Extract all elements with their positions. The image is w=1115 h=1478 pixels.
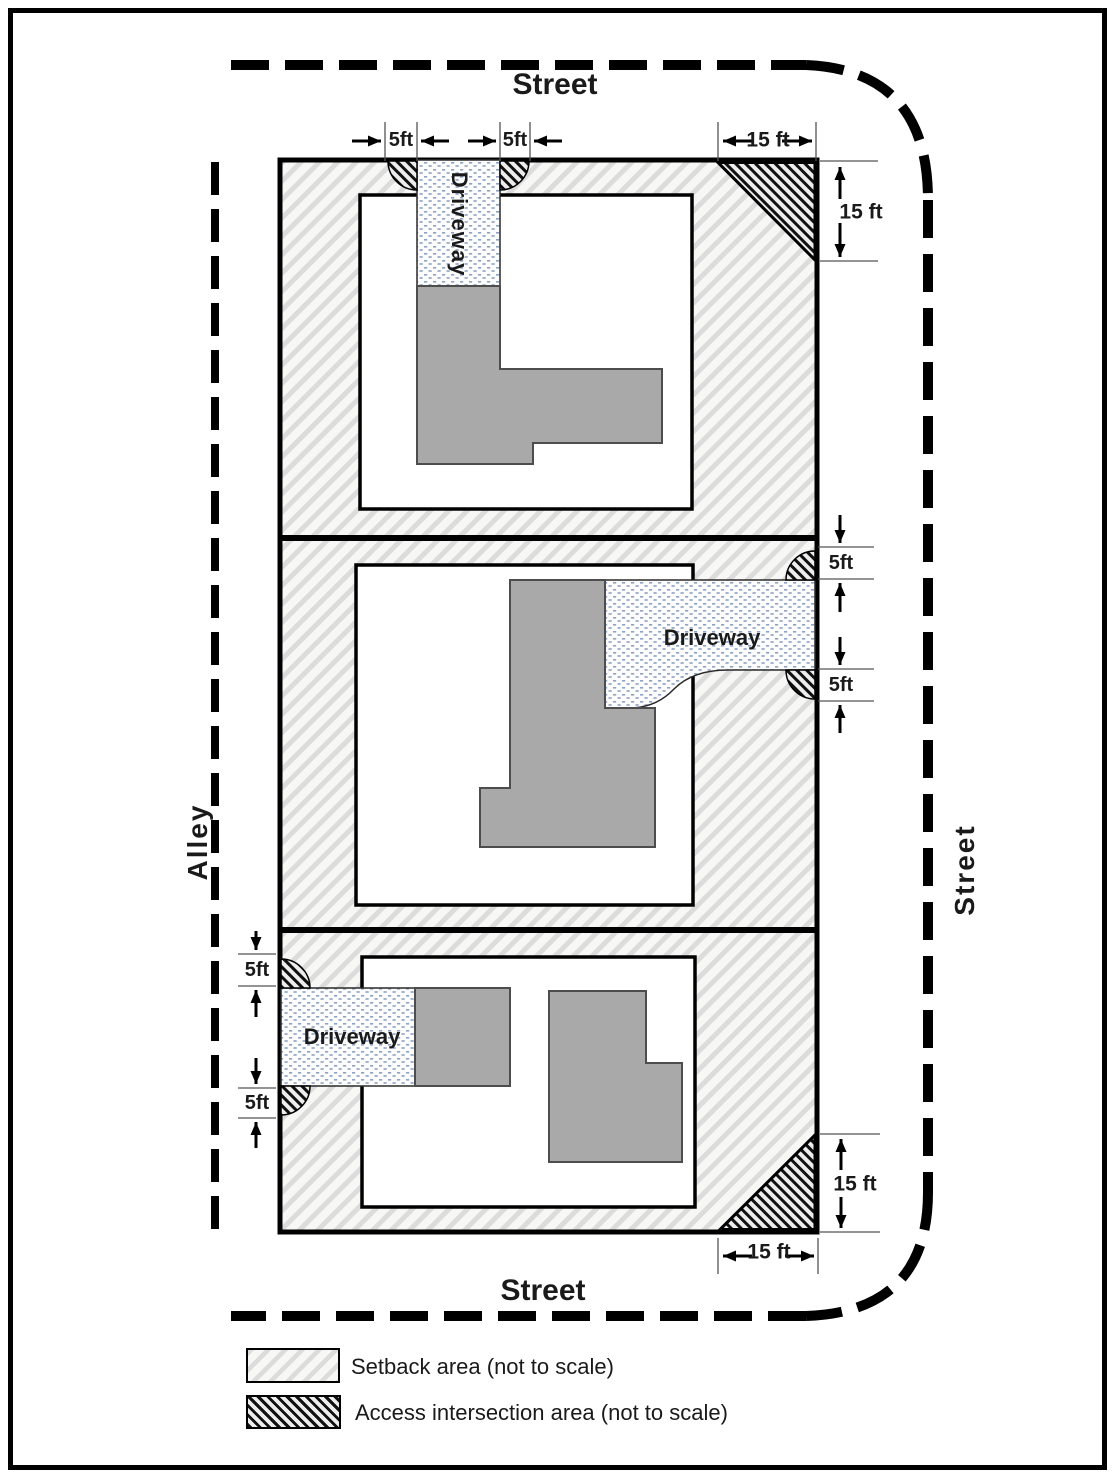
driveway2-label: Driveway xyxy=(663,625,761,650)
street-right-label: Street xyxy=(949,824,980,916)
dim-5ft-lot3-upper: 5ft xyxy=(244,959,270,981)
legend-setback-label: Setback area (not to scale) xyxy=(351,1354,614,1379)
legend-access-swatch xyxy=(246,1395,341,1429)
dim-15ft-right-bottom: 15 ft xyxy=(833,1172,877,1196)
street-top-label: Street xyxy=(512,68,598,101)
driveway3-label: Driveway xyxy=(303,1024,401,1049)
street-bottom-label: Street xyxy=(500,1274,586,1307)
dim-15ft-bottom: 15 ft xyxy=(747,1240,791,1264)
lot3-building-left xyxy=(415,988,510,1086)
dim-5ft-lot2-lower: 5ft xyxy=(828,674,854,696)
legend-access-label: Access intersection area (not to scale) xyxy=(355,1400,728,1425)
alley-label: Alley xyxy=(182,803,213,881)
dim-15ft-top: 15 ft xyxy=(746,128,790,152)
street-corner-top-right xyxy=(806,65,928,200)
dim-15ft-right-top: 15 ft xyxy=(839,200,883,224)
dim-5ft-top-left: 5ft xyxy=(388,129,414,151)
legend-setback-swatch xyxy=(246,1348,340,1383)
dim-5ft-top-right: 5ft xyxy=(502,129,528,151)
dim-5ft-lot2-upper: 5ft xyxy=(828,552,854,574)
dim-5ft-lot3-lower: 5ft xyxy=(244,1092,270,1114)
driveway1-label: Driveway xyxy=(447,171,472,277)
street-corner-bottom-right xyxy=(806,1192,928,1316)
